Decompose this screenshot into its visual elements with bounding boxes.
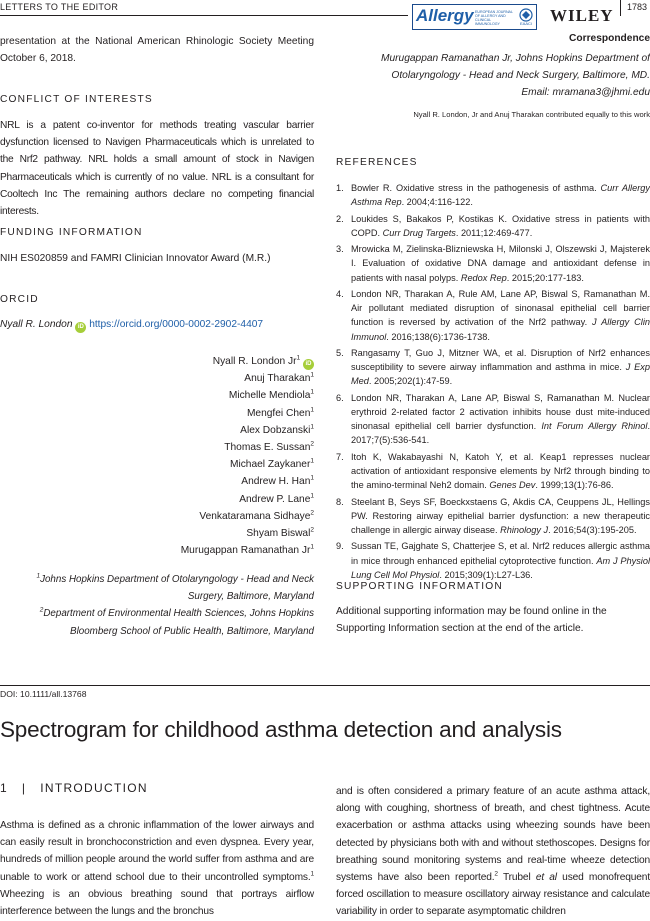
author-name: Nyall R. London Jr$^1$ iD — [0, 353, 314, 370]
orcid-line — [0, 316, 314, 333]
author-name: Anuj Tharakan$^1$ — [244, 371, 314, 385]
orcid-heading: ORCID — [0, 294, 39, 305]
page-separator — [620, 0, 621, 16]
reference-item: 1. Bowler R. Oxidative stress in the pathogenesis of asthma. Curr Allergy Asthma Rep. 2004;4:116-122. — [336, 183, 650, 208]
header-rule — [0, 15, 408, 16]
intro-right-text: and is often considered a primary feature of an acute asthma attack, along with coughing, shortness of breath, and chest tightness. Acute exacerbation or asthma attacks using wheezing sounds have been detected by physicians both with and without stethoscopes. Designs for breathing sound monitoring systems and real-time wheeze detection systems have also been reported.$^2$ Trubel et al used monofrequent forced oscillation to measure oscillatory airway resistance and calculate variability in order to separate asymptomatic children — [336, 786, 650, 918]
eaaci-logo-text: EAACI — [519, 21, 533, 26]
orcid-icon[interactable]: iD — [303, 359, 314, 370]
reference-item: 4. London NR, Tharakan A, Rule AM, Lane AP, Biswal S, Ramanathan M. Air pollutant mediated disruption of sinonasal epithelial cell barrier function is reversed by activation of the Nrf2 pathway. J Allergy Clin Immunol. 2016;138(6):1736-1738. — [336, 288, 650, 342]
author-name: Alex Dobzanski$^1$ — [240, 423, 314, 436]
affiliation-list — [0, 571, 314, 640]
conflict-text: NRL is a patent co-inventor for methods treating vascular barrier dysfunction licensed to Navigen Pharmaceuticals which is unrelated to the Nrf2 pathway. NRL holds a small amount of stock in Navigen Pharmaceuticals which is currently of no value. NRL is a consultant for Cooltech Inc The remaining authors declare no competing financial interests. — [0, 120, 314, 218]
reference-item: 6. London NR, Tharakan A, Lane AP, Biswal S, Ramanathan M. Nuclear erythroid 2-related factor 2 activation inhibits house dust mite-induced sinonasal epithelial cell barrier dysfunction. Int Forum Allergy Rhinol. 2017;7(5):536-541. — [336, 392, 650, 446]
author-name: Mengfei Chen$^1$ — [246, 406, 314, 419]
correspondence-address: Murugappan Ramanathan Jr, Johns Hopkins Department of Otolaryngology - Head and Neck Surgery, Baltimore, MD. Email: mramana3@jhmi.edu — [330, 50, 650, 102]
journal-logo — [412, 4, 537, 30]
correspondence-email[interactable]: Email: mramana3@jhmi.edu — [521, 87, 650, 99]
orcid-link[interactable]: https://orcid.org/0000-0002-2902-4407 — [89, 319, 264, 330]
author-name: Venkataramana Sidhaye$^2$ — [199, 509, 314, 522]
doi: DOI: 10.1111/all.13768 — [0, 689, 87, 699]
author-name: Andrew H. Han$^1$ — [241, 475, 314, 488]
reference-item: 7. Itoh K, Wakabayashi N, Katoh Y, et al. Keap1 represses nuclear activation of antioxidant responsive elements by Nrf2 through binding to the amino-terminal Neh2 domain. Genes Dev. 1999;13(1):76-86. — [336, 451, 650, 491]
author-list — [0, 353, 314, 559]
affiliation: Bloomberg School of Public Health, Baltimore, Maryland — [70, 625, 314, 637]
affiliation: Surgery, Baltimore, Maryland — [187, 591, 314, 603]
reference-item: 9. Sussan TE, Gajghate S, Chatterjee S, et al. Nrf2 reduces allergic asthma in mice through enhanced epithelial cytoprotective function. Am J Physiol Lung Cell Mol Physiol. 2015;309(1):L27-L36. — [336, 541, 650, 580]
journal-logo-subtitle: EUROPEAN JOURNAL OF ALLERGY AND CLINICAL IMMUNOLOGY — [475, 10, 513, 26]
correspondence-heading: Correspondence — [569, 33, 650, 44]
author-name: Michelle Mendiola$^1$ — [228, 389, 314, 402]
publisher-logo: WILEY — [550, 6, 614, 25]
reference-item: 2. Loukides S, Bakakos P, Kostikas K. Oxidative stress in patients with COPD. Curr Drug Targets. 2011;12:469-477. — [336, 213, 650, 238]
conflict-heading: CONFLICT OF INTERESTS — [0, 94, 153, 105]
equal-contribution-note: Nyall R. London, Jr and Anuj Tharakan contributed equally to this work — [413, 110, 650, 119]
funding-text: NIH ES020859 and FAMRI Clinician Innovator Award (M.R.) — [0, 253, 271, 264]
intro-left-text: Asthma is defined as a chronic inflammation of the lower airways and can easily result in bronchoconstriction and even dyspnea. Every year, hundreds of million people around the world suffer from asthma and are unable to work or attend school due to their uncontrolled symptoms.$^1$ Wheezing is an obvious breathing sound that portrays airflow interference between the lungs and the bronchus — [0, 820, 314, 918]
supporting-heading: SUPPORTING INFORMATION — [336, 581, 503, 592]
references-heading: REFERENCES — [336, 157, 418, 168]
orcid-icon[interactable]: iD — [75, 322, 86, 333]
author-name: Shyam Biswal$^2$ — [246, 526, 314, 540]
author-name: Thomas E. Sussan$^2$ — [224, 440, 314, 454]
reference-item: 3. Mrowicka M, Zielinska-Blizniewska H, Milonski J, Olszewski J, Majsterek I. Evaluation of oxidative DNA damage and antioxidant defense in patients with nasal polyps. Redox Rep. 2015;20:177-183. — [336, 244, 650, 283]
orcid-name: Nyall R. London — [0, 319, 73, 330]
supporting-text: Additional supporting information may be found online in the Supporting Information section at the end of the article. — [336, 606, 607, 635]
intro-heading: 1 | INTRODUCTION — [0, 781, 148, 795]
reference-item: 8. Steelant B, Seys SF, Boeckxstaens G, Akdis CA, Ceuppens JL, Hellings PW. Restoring airway epithelial barrier dysfunction: a new therapeutic challenge in allergic airway disease. Rhinology J. 2016;54(3):195-205. — [336, 496, 650, 535]
reference-list — [336, 181, 650, 584]
author-name: Murugappan Ramanathan Jr$^1$ — [180, 543, 314, 557]
article-divider — [0, 685, 650, 686]
affiliation: $^2$Department of Environmental Health Sciences, Johns Hopkins — [39, 607, 314, 620]
author-name: Michael Zaykaner$^1$ — [229, 457, 314, 471]
section-label: LETTERS TO THE EDITOR — [0, 2, 119, 12]
funding-heading: FUNDING INFORMATION — [0, 227, 143, 238]
eaaci-logo-icon — [517, 8, 535, 26]
journal-logo-text: Allergy — [416, 6, 474, 25]
affiliation: $^1$Johns Hopkins Department of Otolaryngology - Head and Neck — [36, 572, 314, 585]
author-name: Andrew P. Lane$^1$ — [239, 492, 314, 505]
page-number: 1783 — [627, 2, 648, 12]
article-title: Spectrogram for childhood asthma detection and analysis — [0, 717, 562, 742]
reference-item: 5. Rangasamy T, Guo J, Mitzner WA, et al. Disruption of Nrf2 enhances susceptibility to severe airway inflammation and asthma in mice. J Exp Med. 2005;202(1):47-59. — [336, 347, 650, 387]
presentation-text: presentation at the National American Rhinologic Society Meeting October 6, 2018. — [0, 36, 314, 65]
